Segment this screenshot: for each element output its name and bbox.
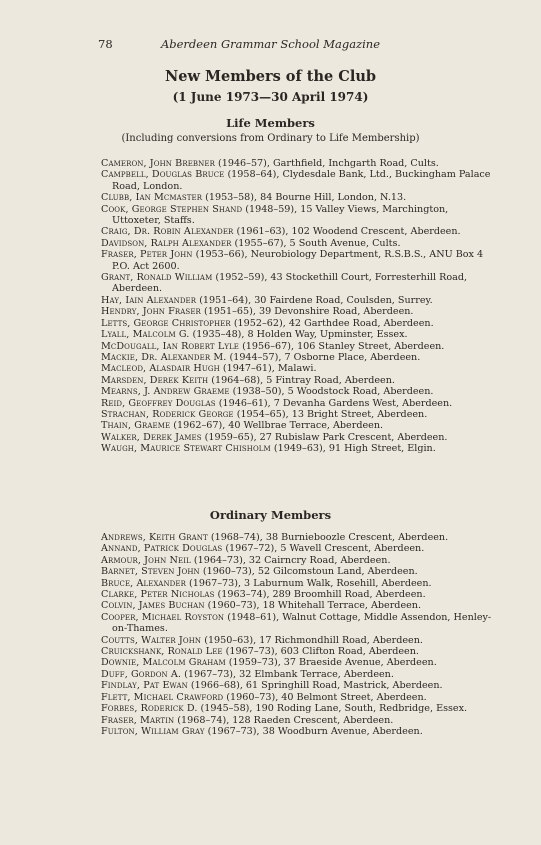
member-entry [101,589,501,600]
member-name: Cooper, Michael Royston [101,611,225,623]
member-details: (1964–68), 5 Fintray Road, Aberdeen. [208,374,395,386]
member-details: (1935–48), 8 Holden Way, Upminster, Essex. [189,329,408,341]
member-entry [101,192,501,203]
member-details: (1967–73), 32 Elmbank Terrace, Aberdeen. [181,668,394,680]
member-details: (1968–74), 128 Raeden Crescent, Aberdeen. [174,714,394,726]
member-details: (1960–73), 52 Gilcomstoun Land, Aberdeen. [199,566,418,578]
member-entry [101,635,501,646]
member-entry [101,169,501,192]
member-details: (1948–59), 15 Valley Views, Marchington, [242,203,449,215]
member-name: Andrews, Keith Grant [101,532,208,543]
member-details: (1951–65), 39 Devonshire Road, Aberdeen. [200,306,414,318]
member-details: (1960–73), 40 Belmont Street, Aberdeen. [223,691,427,703]
member-name: Findlay, Pat Ewan [101,680,188,692]
member-entry [101,646,501,657]
member-name: Waugh, Maurice Stewart Chisholm [101,443,271,455]
member-name: Cameron, John Brebner [101,158,215,169]
member-name: Walker, Derek James [101,431,202,443]
member-entry [101,555,501,566]
member-name: Armour, John Neil [101,554,191,566]
member-entry [101,532,501,543]
member-name: Marsden, Derek Keith [101,374,209,386]
member-entry [101,341,501,352]
member-details: (1951–64), 30 Fairdene Road, Coulsden, Surrey. [196,294,433,306]
life-members-list [101,158,501,455]
member-name: Campbell, Douglas Bruce [101,169,225,181]
member-entry [101,226,501,237]
member-name: Fulton, William Gray [101,725,205,737]
member-details: (1955–67), 5 South Avenue, Cults. [231,237,401,249]
member-name: McDougall, Ian Robert Lyle [101,340,240,352]
member-name: Macleod, Alasdair Hugh [101,363,220,375]
member-details: (1962–67), 40 Wellbrae Terrace, Aberdeen. [170,420,384,432]
member-name: Cook, George Stephen Shand [101,203,243,215]
member-details-continued: on-Thames. [112,623,168,635]
member-details: (1946–61), 7 Devanha Gardens West, Aberdeen. [215,397,453,409]
member-details: (1966–68), 61 Springhill Road, Mastrick, Aberdeen. [187,680,443,692]
member-details: (1947–61), Malawi. [219,363,317,375]
member-details: (1967–73), 38 Woodburn Avenue, Aberdeen. [204,725,423,737]
member-entry [101,657,501,668]
member-details: (1963–74), 289 Broomhill Road, Aberdeen. [214,589,426,601]
member-entry [101,680,501,691]
life-members-note: (Including conversions from Ordinary to Life Membership) [121,133,420,144]
member-entry [101,363,501,374]
member-entry [101,703,501,714]
member-entry [101,249,501,272]
member-entry [101,306,501,317]
member-name: Mackie, Dr. Alexander M. [101,351,227,363]
member-entry [101,318,501,329]
member-name: Downie, Malcolm Graham [101,657,226,669]
member-details: (1952–62), 42 Garthdee Road, Aberdeen. [230,317,434,329]
member-entry [101,578,501,589]
member-name: Hendry, John Fraser [101,306,201,318]
member-details: (1964–73), 32 Cairncry Road, Aberdeen. [190,554,391,566]
ordinary-members-list [101,532,501,737]
member-entry [101,566,501,577]
member-entry [101,420,501,431]
page-title: New Members of the Club [164,68,377,85]
member-entry [101,398,501,409]
member-details: (1946–57), Garthfield, Inchgarth Road, Cults. [214,158,439,169]
member-entry [101,329,501,340]
member-name: Colvin, James Buchan [101,600,205,612]
member-entry [101,238,501,249]
member-details: (1945–58), 190 Roding Lane, South, Redbridge, Essex. [197,703,468,715]
member-details: (1948–61), Walnut Cottage, Middle Assendon, Henley- [224,611,492,623]
member-details: (1958–64), Clydesdale Bank, Ltd., Buckingham Palace [224,169,491,181]
member-details: (1959–73), 37 Braeside Avenue, Aberdeen. [225,657,437,669]
member-details-continued: P.O. Act 2600. [112,260,180,272]
member-entry [101,158,501,169]
member-entry [101,386,501,397]
member-entry [101,600,501,611]
member-name: Strachan, Roderick George [101,408,234,420]
date-range-subtitle: (1 June 1973—30 April 1974) [172,90,369,104]
member-entry [101,726,501,737]
member-name: Barnet, Steven John [101,566,200,578]
member-name: Forbes, Roderick D. [101,703,198,715]
member-details: (1968–74), 38 Burnieboozle Crescent, Aberdeen. [207,532,449,543]
member-details: (1954–65), 13 Bright Street, Aberdeen. [233,408,428,420]
member-details: (1953–66), Neurobiology Department, R.S.B.S., ANU Box 4 [192,249,484,261]
member-name: Fraser, Peter John [101,249,193,261]
member-name: Clubb, Ian Mcmaster [101,192,203,204]
member-entry [101,443,501,454]
member-details: (1950–63), 17 Richmondhill Road, Aberdeen. [201,634,423,646]
member-entry [101,272,501,295]
member-entry [101,409,501,420]
member-name: Duff, Gordon A. [101,668,182,680]
member-name: Mearns, J. Andrew Graeme [101,386,230,398]
member-name: Cruickshank, Ronald Lee [101,646,223,658]
member-details: (1967–72), 5 Wavell Crescent, Aberdeen. [222,543,425,555]
member-details: (1944–57), 7 Osborne Place, Aberdeen. [226,351,421,363]
member-entry [101,692,501,703]
member-details-continued: Uttoxeter, Staffs. [112,215,195,227]
member-entry [101,204,501,227]
member-name: Reid, Geoffrey Douglas [101,397,216,409]
member-name: Craig, Dr. Robin Alexander [101,226,234,238]
member-name: Fraser, Martin [101,714,175,726]
member-details-continued: Aberdeen. [112,283,163,295]
member-name: Flett, Michael Crawford [101,691,224,703]
member-name: Coutts, Walter John [101,634,202,646]
member-details: (1967–73), 603 Clifton Road, Aberdeen. [222,646,419,658]
member-entry [101,375,501,386]
member-details: (1960–73), 18 Whitehall Terrace, Aberdeen. [204,600,422,612]
member-name: Letts, George Christopher [101,317,231,329]
member-entry [101,432,501,443]
page-header [0,37,541,53]
member-details: (1961–63), 102 Woodend Crescent, Aberdeen. [233,226,461,238]
member-details: (1956–67), 106 Stanley Street, Aberdeen. [239,340,445,352]
running-title: Aberdeen Grammar School Magazine [160,37,381,51]
ordinary-members-heading: Ordinary Members [209,508,332,522]
member-details: (1938–50), 5 Woodstock Road, Aberdeen. [229,386,434,398]
member-name: Clarke, Peter Nicholas [101,589,215,601]
member-name: Annand, Patrick Douglas [101,543,223,555]
member-details: (1949–63), 91 High Street, Elgin. [270,443,436,455]
member-details: (1959–65), 27 Rubislaw Park Crescent, Aberdeen. [201,431,448,443]
member-entry [101,612,501,635]
member-details: (1953–58), 84 Bourne Hill, London, N.13. [202,192,407,204]
member-details: (1967–73), 3 Laburnum Walk, Rosehill, Aberdeen. [185,577,432,589]
member-entry [101,715,501,726]
member-name: Bruce, Alexander [101,577,186,589]
member-entry [101,295,501,306]
member-details-continued: Road, London. [112,180,183,192]
member-name: Thain, Graeme [101,420,171,432]
member-name: Grant, Ronald William [101,272,213,284]
member-entry [101,669,501,680]
member-entry [101,543,501,554]
member-name: Hay, Iain Alexander [101,294,197,306]
member-details: (1952–59), 43 Stockethill Court, Forresterhill Road, [212,272,468,284]
member-name: Lyall, Malcolm G. [101,329,190,341]
member-name: Davidson, Ralph Alexander [101,237,232,249]
member-entry [101,352,501,363]
life-members-heading: Life Members [226,116,315,130]
page-number: 78 [98,37,113,51]
